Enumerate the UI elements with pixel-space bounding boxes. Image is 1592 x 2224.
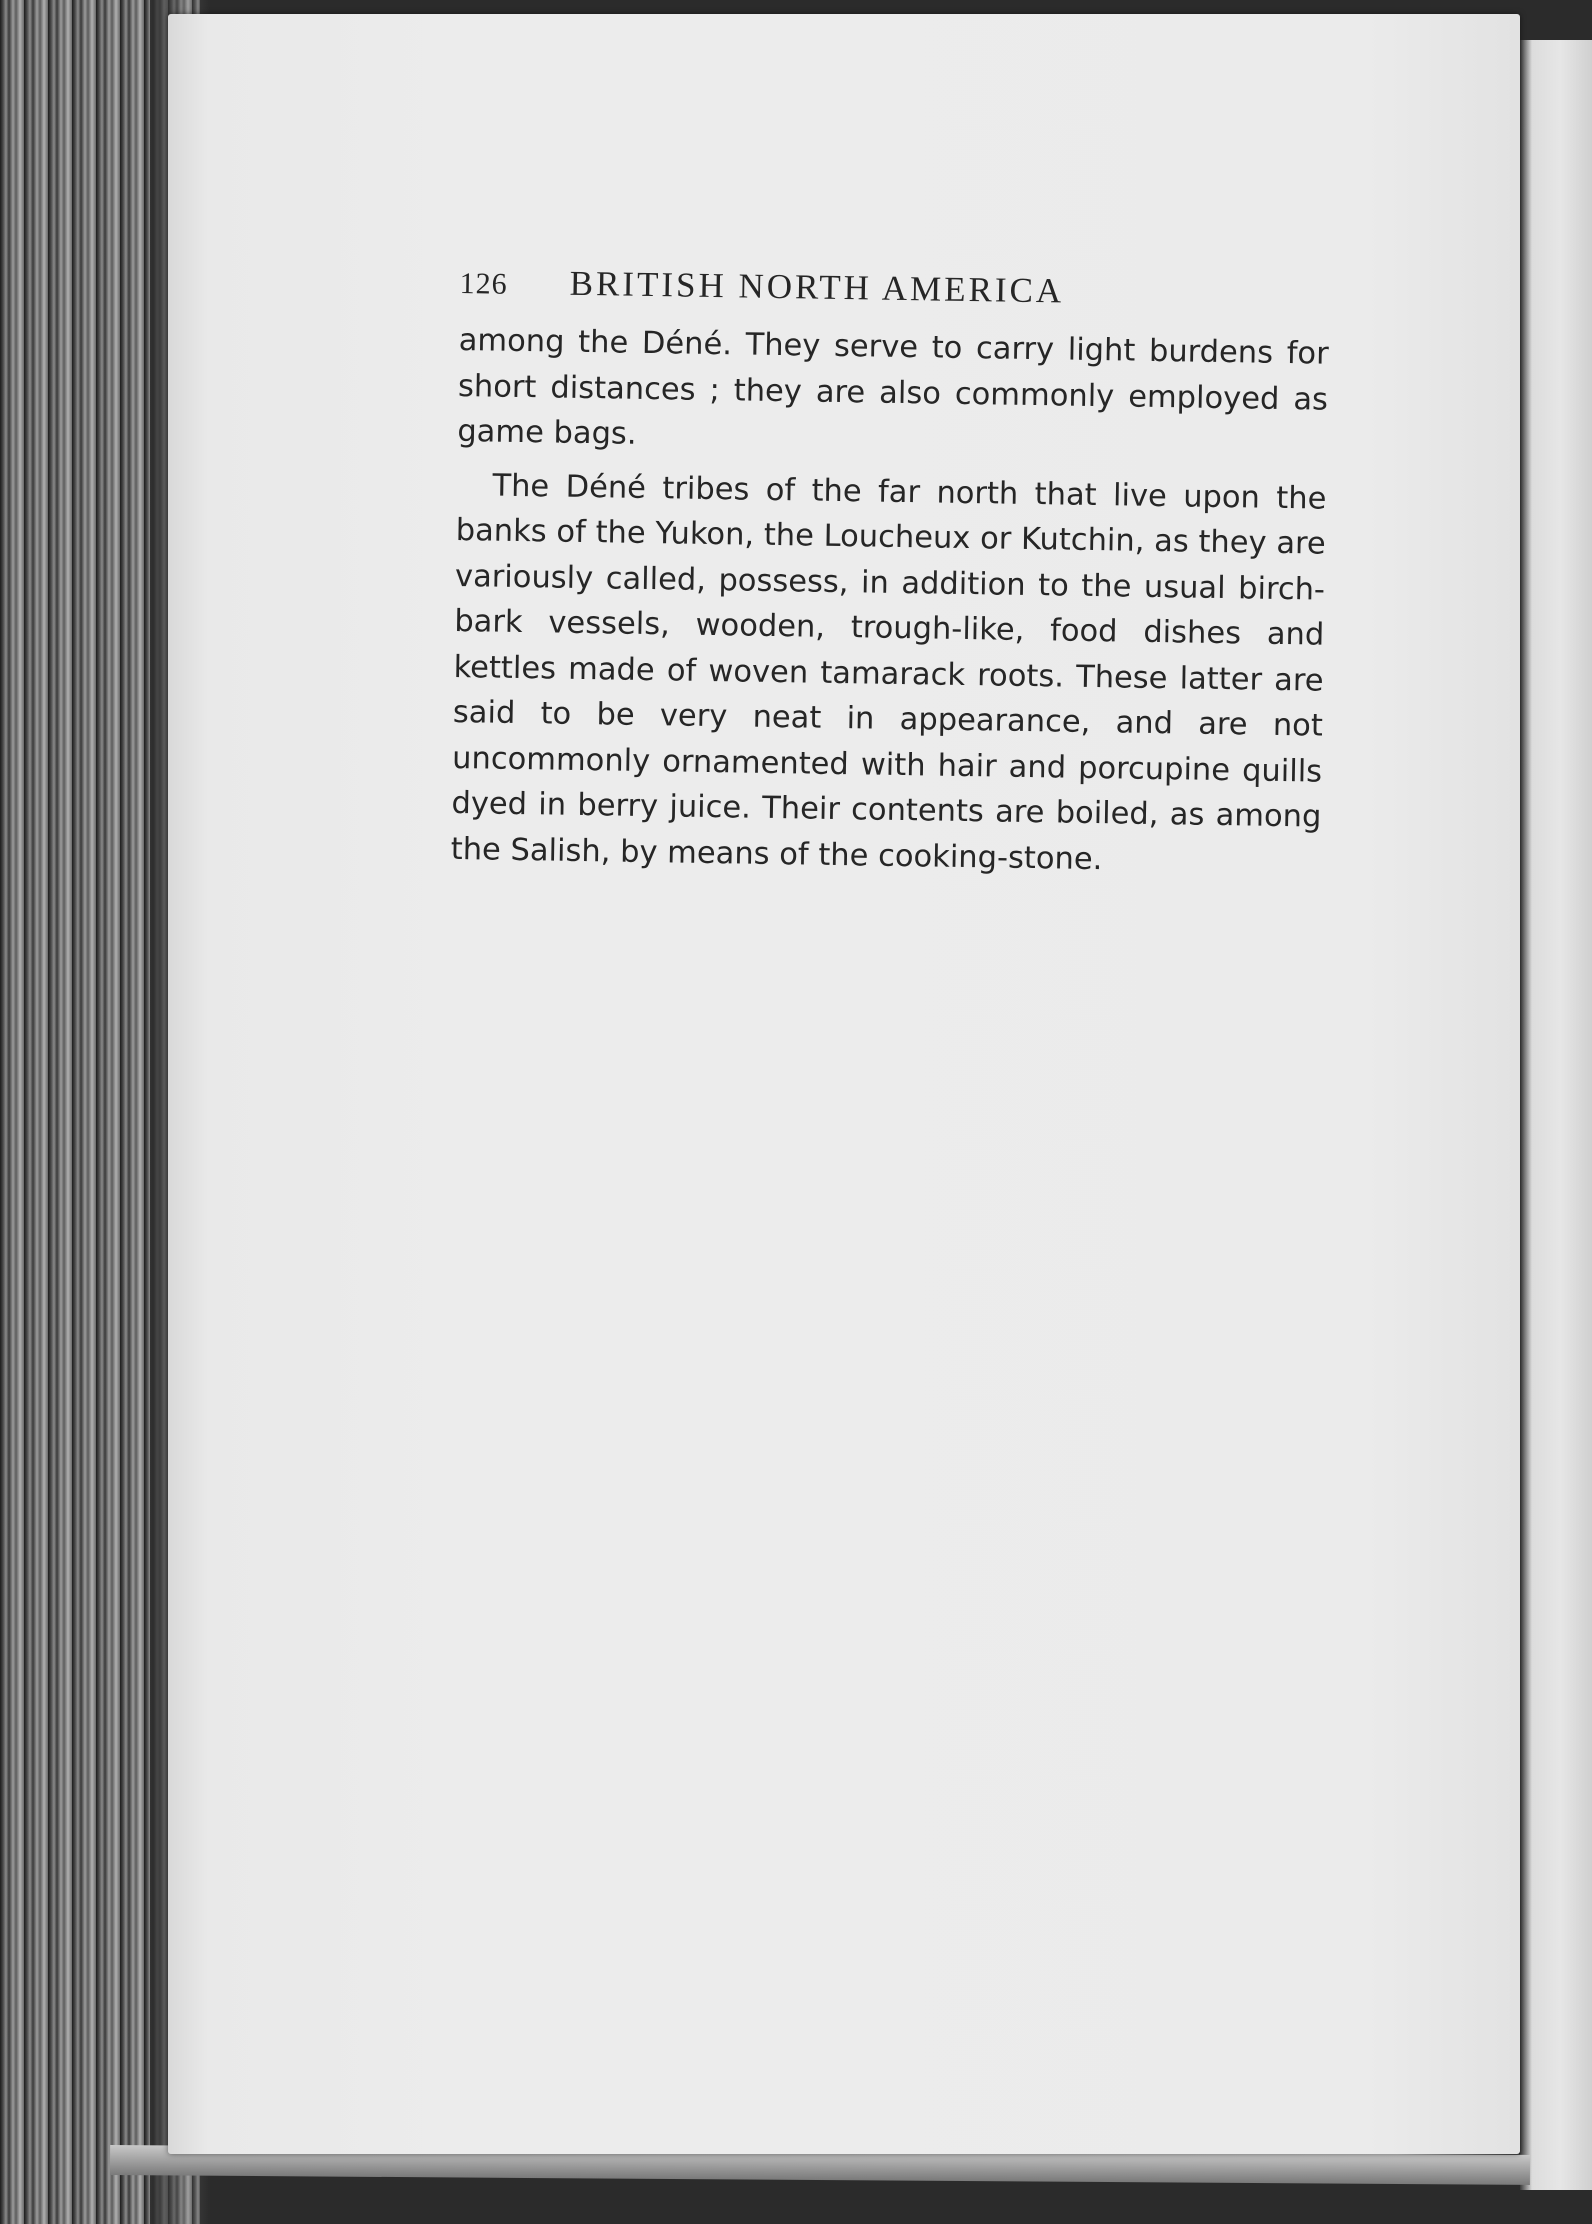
paragraph-2: The Déné tribes of the far north that live upon the banks of the Yukon, the Loucheux or Kutchin, as they are variously called, possess, in addition to the usual birch-bark vessels, wooden, trough-like, food dishes and kettles made of woven tamarack roots. These latter are said to be very neat in appearance, and are not uncommonly ornamented with hair and porcupine quills dyed in berry juice. Their contents are boiled, as among the Salish, by means of the cooking-stone. xyxy=(450,468,1327,877)
facing-page-edge xyxy=(1520,40,1592,2190)
page-content xyxy=(450,262,1329,886)
running-title: BRITISH NORTH AMERICA xyxy=(569,263,1065,311)
page-number: 126 xyxy=(459,266,508,301)
paragraph-1: among the Déné. They serve to carry light burdens for short distances ; they are also commonly employed as game bags. xyxy=(457,322,1329,452)
